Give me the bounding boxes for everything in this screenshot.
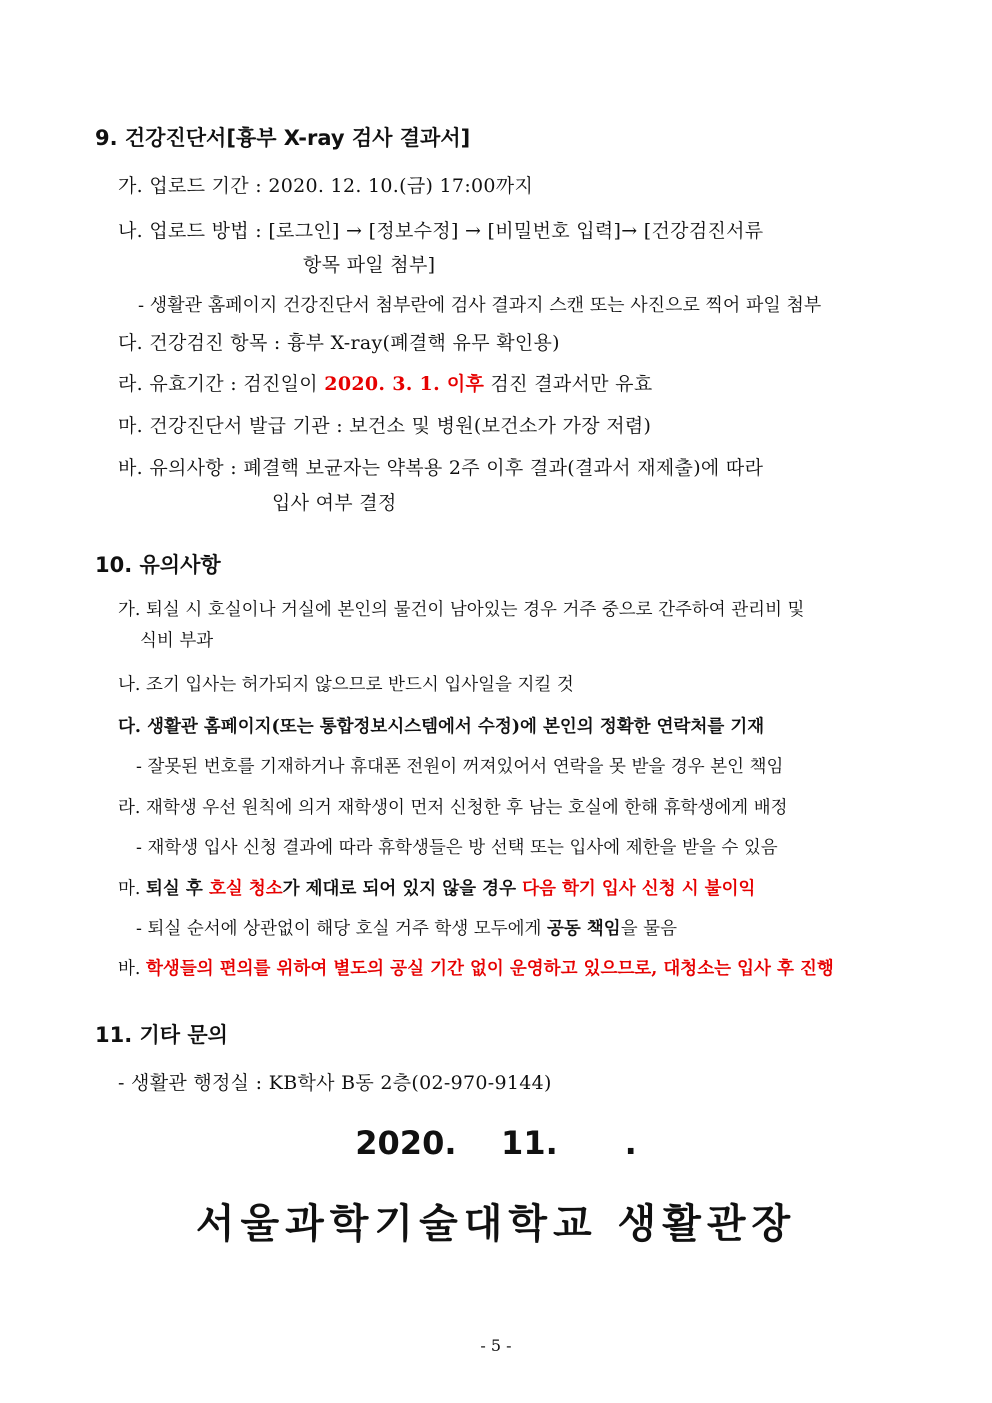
- s11-office: - 생활관 행정실 : KB학사 B동 2층(02-970-9144): [118, 1072, 552, 1094]
- s9-validity: 라. 유효기간 : 검진일이 2020. 3. 1. 이후 검진 결과서만 유효: [118, 373, 653, 395]
- document-date: 2020. 11. .: [355, 1124, 637, 1162]
- s9-issuer: 마. 건강진단서 발급 기관 : 보건소 및 병원(보건소가 가장 저렴): [118, 415, 652, 437]
- s9-upload-method: 나. 업로드 방법 : [로그인] → [정보수정] → [비밀번호 입력]→ [건강검진서류: [118, 220, 764, 242]
- s10-cleaning: 마. 퇴실 후 호실 청소가 제대로 되어 있지 않을 경우 다음 학기 입사 신청 시 불이익: [118, 879, 756, 899]
- s9-caution-cont: 입사 여부 결정: [272, 492, 397, 514]
- s9-exam-item: 다. 건강검진 항목 : 흉부 X-ray(폐결핵 유무 확인용): [118, 332, 560, 354]
- s10-contact: 다. 생활관 홈페이지(또는 통합정보시스템에서 수정)에 본인의 정확한 연락처를 기재: [118, 717, 765, 737]
- s10-operation-highlight: 학생들의 편의를 위하여 별도의 공실 기간 없이 운영하고 있으므로, 대청소는 입사 후 진행: [146, 959, 834, 979]
- issuer-signature: 서울과학기술대학교 생활관장: [195, 1201, 797, 1247]
- section-9-title: 9. 건강진단서[흉부 X-ray 검사 결과서]: [95, 126, 471, 150]
- s9-validity-date: 2020. 3. 1. 이후: [324, 373, 485, 395]
- s9-upload-note: - 생활관 홈페이지 건강진단서 첨부란에 검사 결과지 스캔 또는 사진으로 찍어 파일 첨부: [138, 295, 822, 316]
- s10-cleaning-highlight: 호실 청소: [208, 879, 283, 899]
- s10-priority-note: - 재학생 입사 신청 결과에 따라 휴학생들은 방 선택 또는 입사에 제한을 받을 수 있음: [136, 838, 778, 858]
- page-number: - 5 -: [480, 1336, 512, 1355]
- s10-operation: 바. 학생들의 편의를 위하여 별도의 공실 기간 없이 운영하고 있으므로, 대청소는 입사 후 진행: [118, 959, 834, 979]
- s10-checkout: 가. 퇴실 시 호실이나 거실에 본인의 물건이 남아있는 경우 거주 중으로 간주하여 관리비 및: [118, 600, 805, 620]
- s10-contact-note: - 잘못된 번호를 기재하거나 휴대폰 전원이 꺼져있어서 연락을 못 받을 경우 본인 책임: [136, 757, 784, 777]
- s10-cleaning-note: - 퇴실 순서에 상관없이 해당 호실 거주 학생 모두에게 공동 책임을 물음: [136, 919, 677, 939]
- s10-priority: 라. 재학생 우선 원칙에 의거 재학생이 먼저 신청한 후 남는 호실에 한해 휴학생에게 배정: [118, 798, 788, 818]
- s9-upload-method-cont: 항목 파일 첨부]: [303, 254, 436, 276]
- s9-upload-period: 가. 업로드 기간 : 2020. 12. 10.(금) 17:00까지: [118, 175, 534, 197]
- section-11-title: 11. 기타 문의: [95, 1023, 228, 1047]
- s9-caution: 바. 유의사항 : 폐결핵 보균자는 약복용 2주 이후 결과(결과서 재제출)에 따라: [118, 457, 764, 479]
- s10-checkout-cont: 식비 부과: [140, 631, 214, 651]
- s10-early-checkin: 나. 조기 입사는 허가되지 않으므로 반드시 입사일을 지킬 것: [118, 675, 574, 695]
- s10-penalty: 다음 학기 입사 신청 시 불이익: [522, 879, 756, 899]
- section-10-title: 10. 유의사항: [95, 553, 221, 577]
